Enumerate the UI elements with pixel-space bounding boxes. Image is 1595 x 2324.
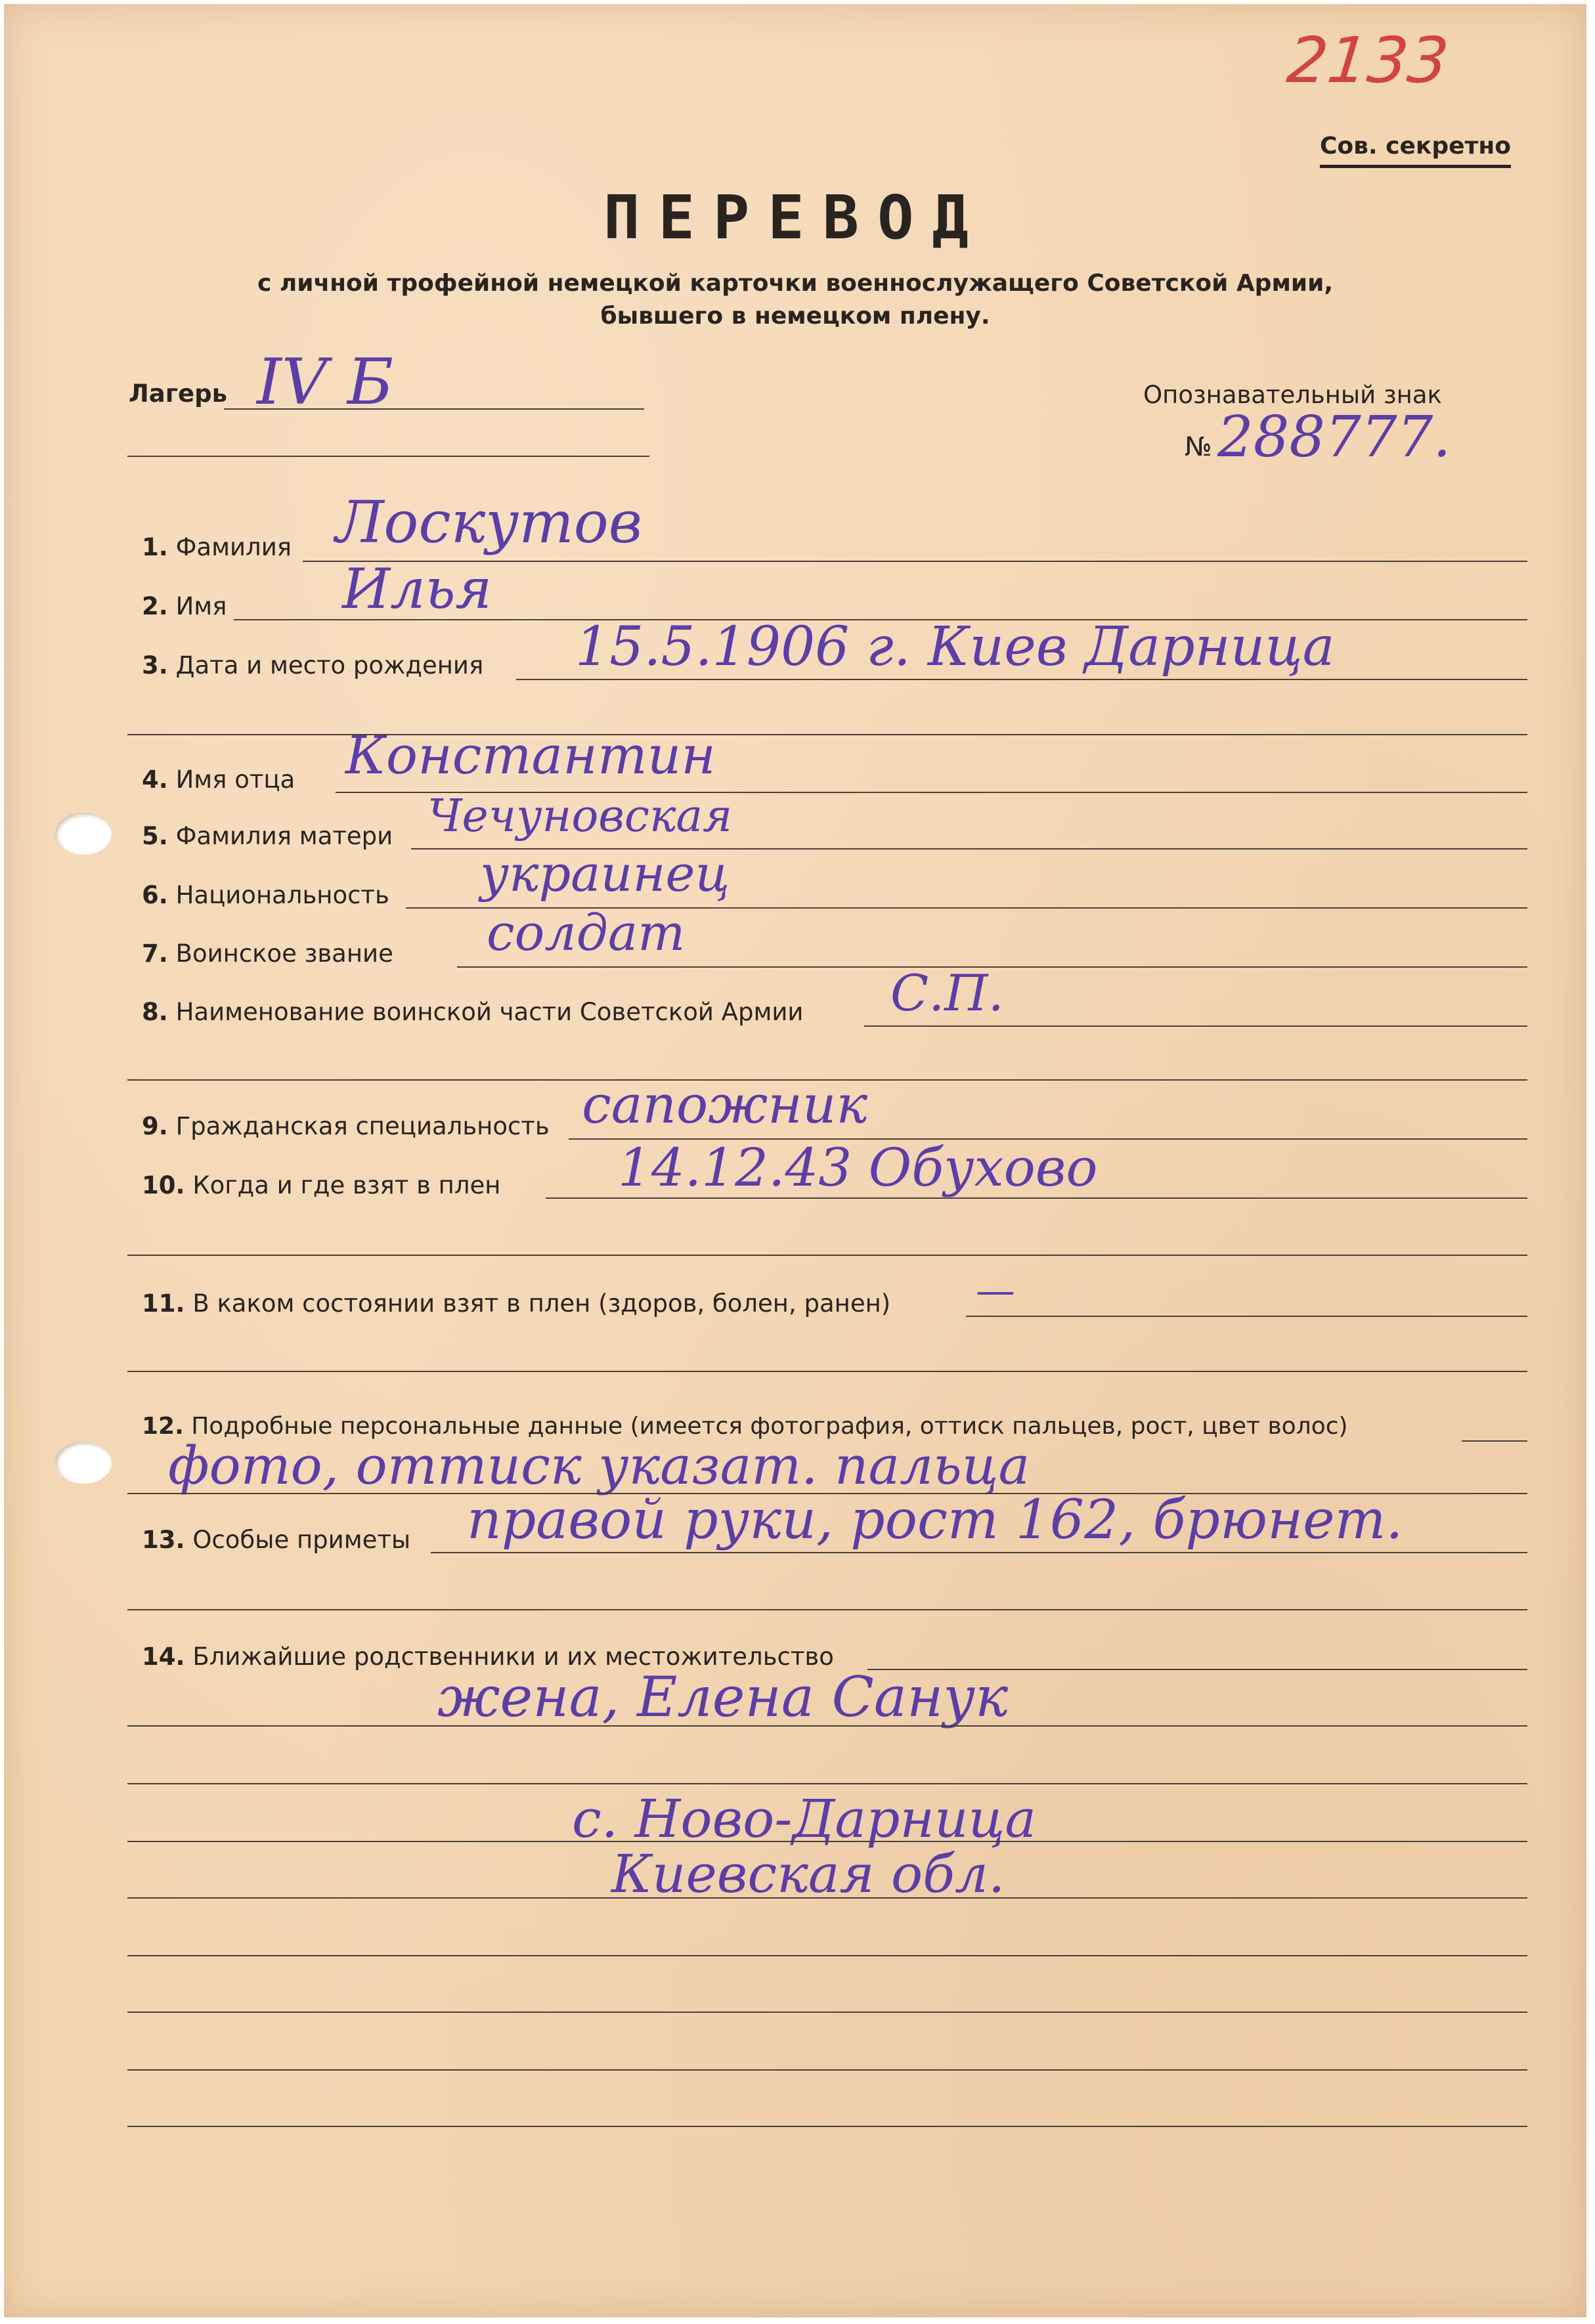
- field-rule-personal-data: [1462, 1440, 1527, 1442]
- field-value-nationality: украинец: [480, 844, 730, 903]
- document-sheet: [4, 4, 1586, 2317]
- field-value-rank: солдат: [487, 903, 686, 962]
- field-rule-unit: [864, 1025, 1527, 1027]
- field-value-name: Илья: [342, 557, 492, 621]
- relatives-rule-7: [127, 2069, 1527, 2071]
- relatives-rule-2: [127, 1783, 1527, 1784]
- field-label-relatives: 14. Ближайшие родственники и их местожительство: [142, 1643, 834, 1671]
- field-value-mother: Чечуновская: [427, 790, 733, 842]
- field-rule-birth: [516, 679, 1527, 680]
- subtitle-line-2: бывшего в немецком плену.: [600, 303, 990, 330]
- field-label-mother: 5. Фамилия матери: [142, 822, 393, 850]
- field-rule-captured: [546, 1197, 1527, 1199]
- relatives-line-2: с. Ново-Дарница: [572, 1788, 1037, 1849]
- field-rule-features: [431, 1552, 1527, 1553]
- field-label-condition: 11. В каком состоянии взят в плен (здоров, болен, ранен): [142, 1289, 891, 1318]
- classification-stamp: Сов. секретно: [1320, 133, 1511, 168]
- field-value-captured: 14.12.43 Обухово: [618, 1137, 1098, 1198]
- relatives-line-3: Киевская обл.: [611, 1843, 1005, 1904]
- field-value-birth: 15.5.1906 г. Киев Дарница: [575, 616, 1335, 678]
- field-rule-captured-2: [127, 1255, 1527, 1256]
- field-label-captured: 10. Когда и где взят в плен: [142, 1171, 501, 1199]
- field-label-rank: 7. Воинское звание: [142, 939, 393, 968]
- field-value-father: Константин: [345, 725, 716, 786]
- id-mark-prefix: №: [1185, 432, 1212, 462]
- field-label-unit: 8. Наименование воинской части Советской Армии: [142, 998, 804, 1026]
- id-mark-label: Опознавательный знак: [1143, 381, 1442, 409]
- field-rule-condition-2: [127, 1371, 1527, 1372]
- field-label-features: 13. Особые приметы: [142, 1526, 411, 1554]
- punch-hole: [55, 813, 112, 855]
- camp-value: IV Б: [257, 345, 394, 419]
- archive-number: 2133: [1284, 24, 1453, 97]
- relatives-rule-6: [127, 2012, 1527, 2013]
- field-value-features: правой руки, рост 162, брюнет.: [467, 1489, 1403, 1551]
- document-title: ПЕРЕВОД: [603, 183, 987, 253]
- field-value-condition: —: [976, 1268, 1015, 1314]
- relatives-rule-4: [127, 1897, 1527, 1899]
- field-label-profession: 9. Гражданская специальность: [142, 1112, 550, 1140]
- field-label-nationality: 6. Национальность: [142, 881, 389, 909]
- field-label-father: 4. Имя отца: [142, 765, 295, 794]
- field-label-personal-data: 12. Подробные персональные данные (имеется фотография, оттиск пальцев, рост, цвет волос): [142, 1413, 1348, 1440]
- field-rule-condition: [966, 1316, 1527, 1317]
- punch-hole: [55, 1442, 112, 1484]
- relatives-rule-5: [127, 1955, 1527, 1956]
- camp-rule-2: [127, 456, 649, 457]
- relatives-line-1: жена, Елена Санук: [437, 1665, 1009, 1729]
- field-label-birth: 3. Дата и место рождения: [142, 651, 484, 679]
- field-rule-features-2: [127, 1609, 1527, 1610]
- subtitle-line-1: с личной трофейной немецкой карточки военнослужащего Советской Армии,: [257, 270, 1334, 297]
- field-value-profession: сапожник: [582, 1074, 868, 1135]
- camp-label: Лагерь: [129, 379, 228, 408]
- relatives-rule-3: [127, 1841, 1527, 1842]
- field-rule-birth-2: [127, 734, 1527, 735]
- field-value-surname: Лоскутов: [336, 488, 642, 556]
- relatives-rule-1: [127, 1725, 1527, 1727]
- field-value-personal-data: фото, оттиск указат. пальца: [168, 1435, 1030, 1496]
- relatives-rule-8: [127, 2126, 1527, 2127]
- field-value-unit: С.П.: [890, 964, 1004, 1022]
- id-mark-value: 288777.: [1217, 404, 1451, 470]
- field-label-surname: 1. Фамилия: [142, 533, 292, 561]
- field-label-name: 2. Имя: [142, 592, 227, 620]
- camp-rule: [224, 408, 644, 410]
